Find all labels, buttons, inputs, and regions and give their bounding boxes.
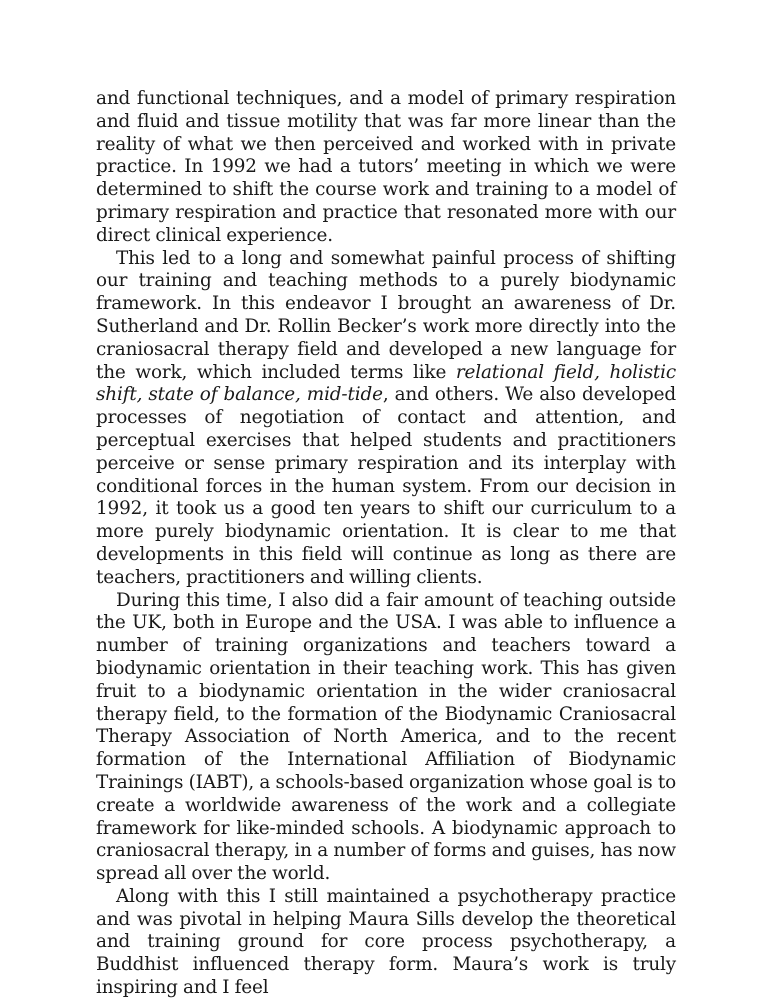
paragraph-teaching-outside-uk: During this time, I also did a fair amount of teaching outside the UK, both in Europe and the USA. I was able to influence a number of training organizations and teachers toward a biodynamic orientation in their teaching work. This has given fruit to a biodynamic orientation in the wider craniosacral therapy field, to the formation of the Biodynamic Craniosacral Therapy Association of North America, and to the recent formation of the International Affiliation of Biodynamic Trainings (IABT), a schools-based organization whose goal is to create a worldwide awareness of the work and a collegiate framework for like-minded schools. A biodynamic approach to craniosacral therapy, in a number of forms and guises, has now spread all over the world. <box>96 589 676 885</box>
paragraph-text-after-italic: , and others. We also developed processes of negotiation of contact and attention, and perceptual exercises that helped students and practitioners perceive or sense primary respiration and its interplay with conditional forces in the human system. From our decision in 1992, it took us a good ten years to shift our curriculum to a more purely biodynamic orientation. It is clear to me that developments in this field will continue as long as there are teachers, practitioners and willing clients. <box>96 384 676 588</box>
paragraph-psychotherapy-practice: Along with this I still maintained a psychotherapy practice and was pivotal in helping Maura Sills develop the theoretical and training ground for core process psychotherapy, a Buddhist influenced therapy form. Maura’s work is truly inspiring and I feel <box>96 885 676 999</box>
paragraph-biodynamic-framework <box>96 248 676 590</box>
book-page <box>96 88 676 1000</box>
paragraph-continued: and functional techniques, and a model of primary respiration and fluid and tissue motility that was far more linear than the reality of what we then perceived and worked with in private practice. In 1992 we had a tutors’ meeting in which we were determined to shift the course work and training to a model of primary respiration and practice that resonated more with our direct clinical experience. <box>96 88 676 246</box>
italic-terms: relational field, holistic shift, state of balance, mid-tide <box>96 361 676 406</box>
paragraph-text-before-italic: This led to a long and somewhat painful process of shifting our training and teaching methods to a purely biodynamic framework. In this endeavor I brought an awareness of Dr. Sutherland and Dr. Rollin Becker’s work more directly into the craniosacral therapy field and developed a new language for the work, which included terms like <box>96 247 676 383</box>
